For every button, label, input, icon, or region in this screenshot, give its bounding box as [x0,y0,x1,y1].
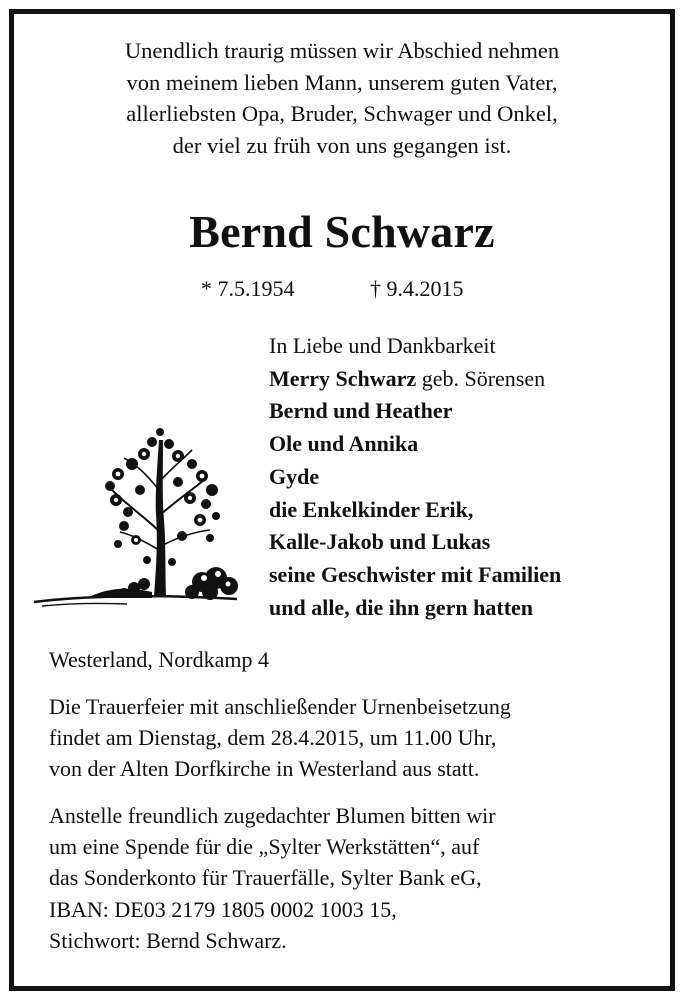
ceremony-line: von der Alten Dorfkirche in Westerland aus statt. [49,756,480,782]
intro-line: Unendlich traurig müssen wir Abschied nehmen [124,38,560,63]
mourner-line: Ole und Annika [269,431,419,457]
ceremony-line: Die Trauerfeier mit anschließender Urnenbeisetzung [49,694,511,719]
donation-line: IBAN: DE03 2179 1805 0002 1003 15, [49,896,397,922]
donation-info [49,800,649,956]
ceremony-info [49,691,649,785]
mourner-line: Bernd und Heather [269,398,453,424]
donation-line: das Sonderkonto für Trauerfälle, Sylter Bank eG, [49,865,482,891]
intro-line: allerliebsten Opa, Bruder, Schwager und Onkel, [126,101,558,126]
intro-line: der viel zu früh von uns gegangen ist. [172,132,512,158]
mourner-line [269,363,669,396]
address: Westerland, Nordkamp 4 [49,647,269,672]
mourner-line: seine Geschwister mit Familien [269,561,562,587]
intro-line: von meinem lieben Mann, unserem guten Vater, [126,69,558,95]
mourner-line: Gyde [269,463,320,489]
mourners-list [269,330,669,624]
death-date: † 9.4.2015 [370,276,464,301]
tree-illustration-icon [32,420,247,615]
wife-maiden-name: geb. Sörensen [416,365,546,391]
wife-name: Merry Schwarz [269,365,417,391]
birth-date: * 7.5.1954 [201,276,295,301]
ceremony-line: findet am Dienstag, dem 28.4.2015, um 11.00 Uhr, [49,725,497,751]
mourner-line: Kalle-Jakob und Lukas [269,529,491,555]
intro-text [0,35,684,161]
donation-line: Stichwort: Bernd Schwarz. [49,927,287,953]
deceased-name: Bernd Schwarz [189,206,495,257]
donation-line: um eine Spende für die „Sylter Werkstätten“, auf [49,834,480,860]
donation-line: Anstelle freundlich zugedachter Blumen bitten wir [49,803,496,828]
mourner-line: und alle, die ihn gern hatten [269,594,534,620]
mourner-line: die Enkelkinder Erik, [269,496,474,522]
mourners-intro: In Liebe und Dankbarkeit [269,333,496,358]
